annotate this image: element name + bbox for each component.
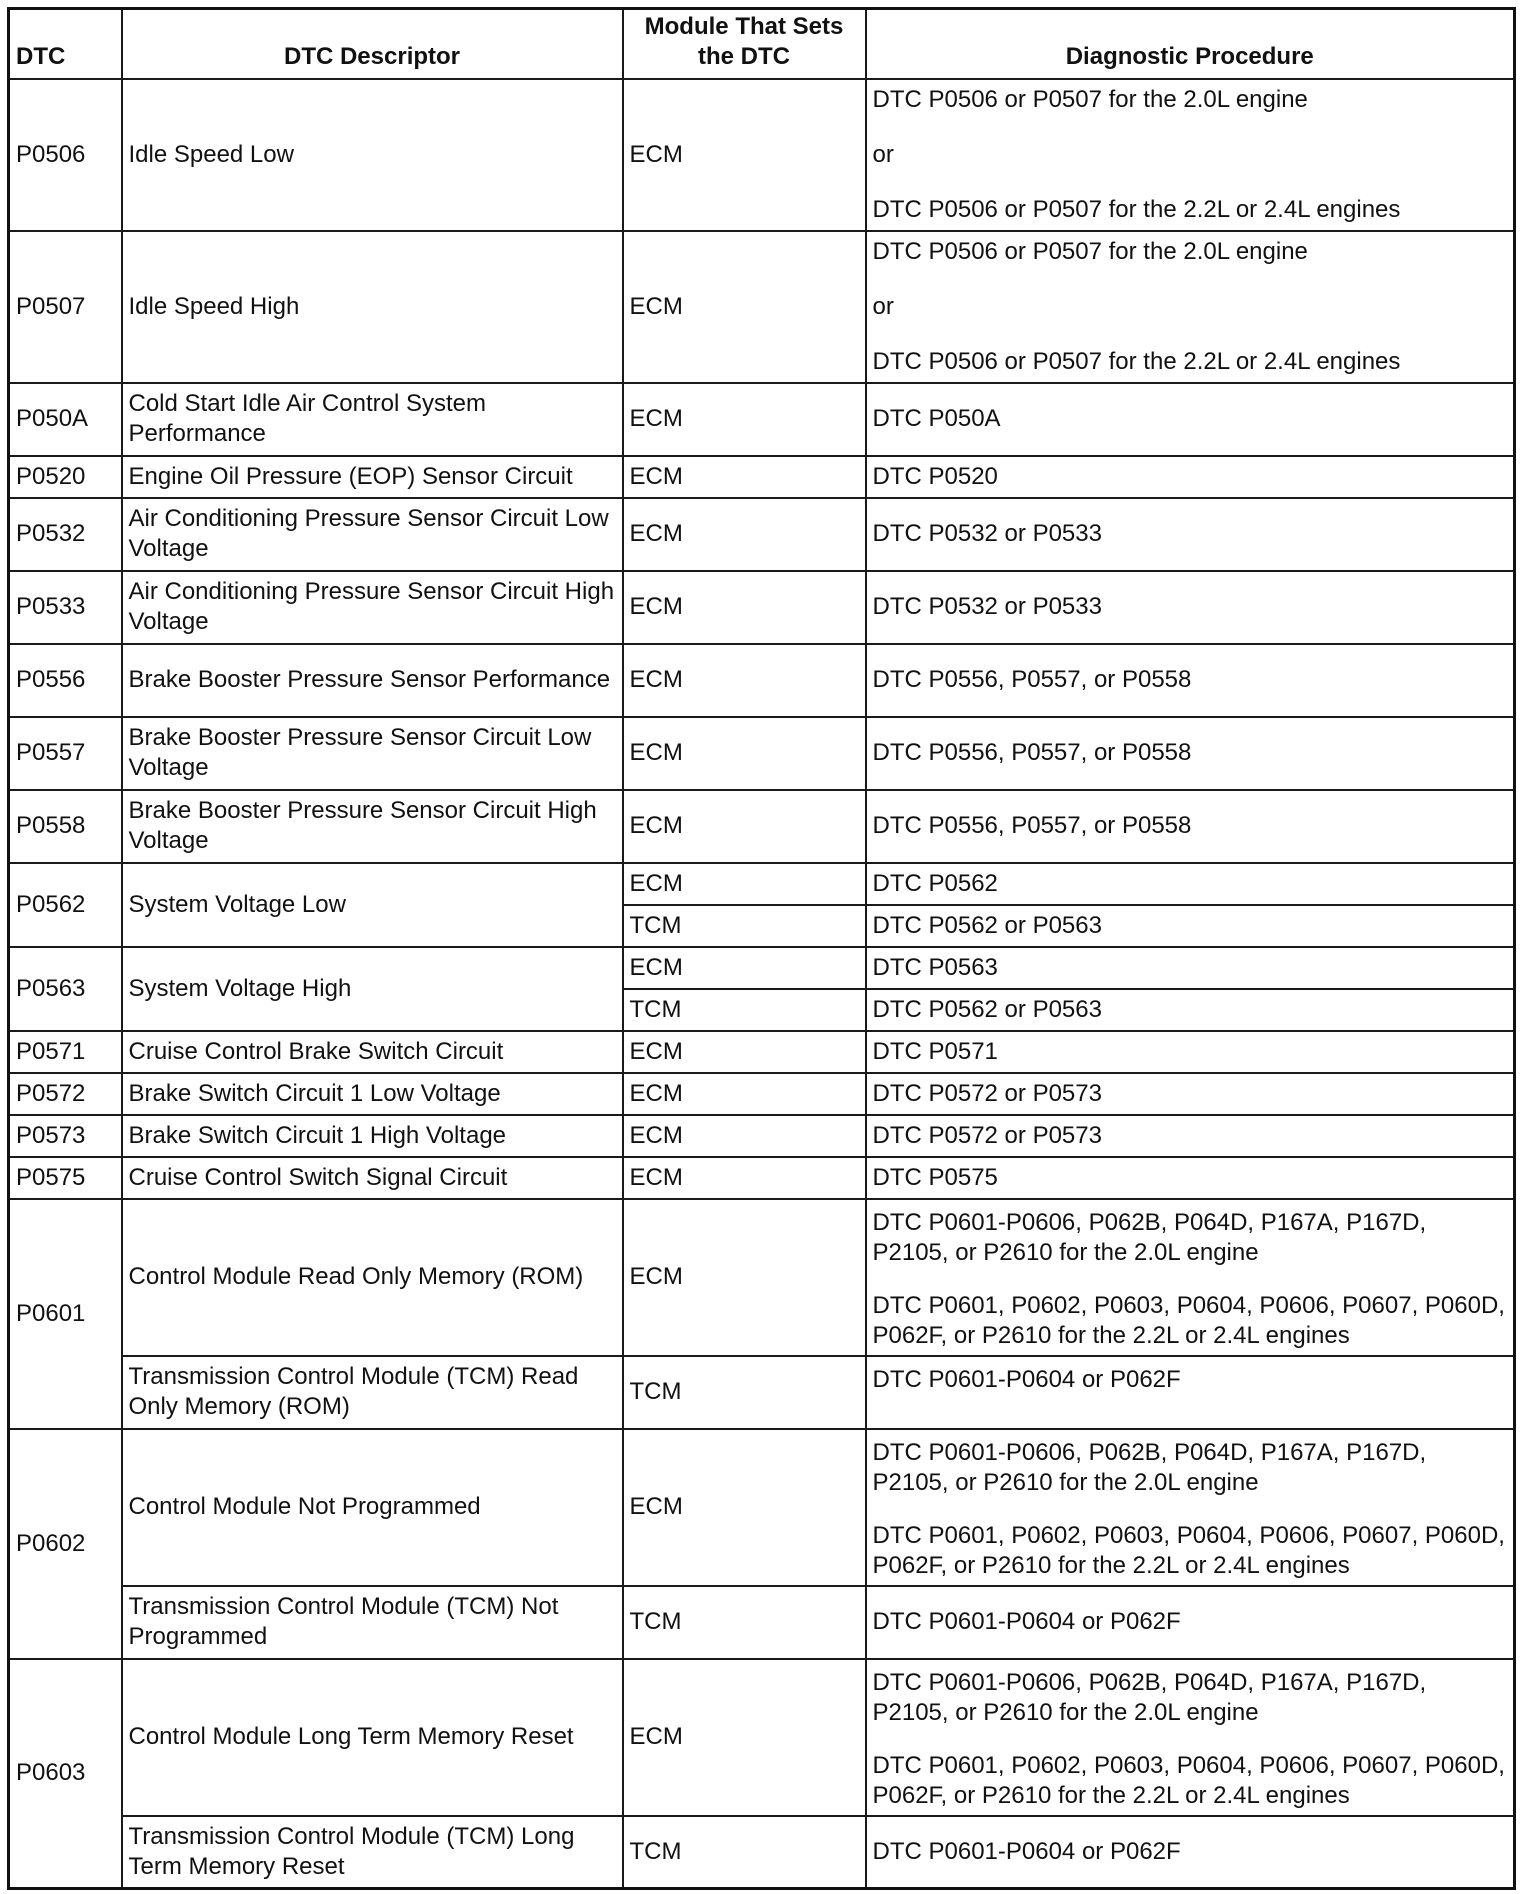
dtc-code: P0602 bbox=[9, 1429, 122, 1659]
procedure-link[interactable]: DTC P0562 or P0563 bbox=[866, 905, 1515, 947]
table-row bbox=[9, 863, 1515, 905]
dtc-code: P0506 bbox=[9, 79, 122, 231]
header-procedure: Diagnostic Procedure bbox=[866, 9, 1515, 79]
dtc-descriptor: Cruise Control Brake Switch Circuit bbox=[122, 1031, 623, 1073]
procedure-link[interactable]: DTC P0532 or P0533 bbox=[866, 498, 1515, 571]
dtc-descriptor: Transmission Control Module (TCM) Not Programmed bbox=[122, 1586, 623, 1659]
table-row bbox=[9, 1659, 1515, 1816]
dtc-descriptor: System Voltage High bbox=[122, 947, 623, 1031]
procedure-link[interactable]: DTC P0556, P0557, or P0558 bbox=[866, 644, 1515, 717]
header-dtc: DTC bbox=[9, 9, 122, 79]
dtc-code: P0572 bbox=[9, 1073, 122, 1115]
table-row bbox=[9, 1816, 1515, 1889]
module: TCM bbox=[623, 1586, 866, 1659]
dtc-code: P0571 bbox=[9, 1031, 122, 1073]
dtc-descriptor: Engine Oil Pressure (EOP) Sensor Circuit bbox=[122, 456, 623, 498]
table-row bbox=[9, 456, 1515, 498]
dtc-table bbox=[7, 7, 1516, 1890]
table-row bbox=[9, 1073, 1515, 1115]
dtc-code: P0520 bbox=[9, 456, 122, 498]
table-row bbox=[9, 1199, 1515, 1356]
table-row bbox=[9, 1115, 1515, 1157]
procedure-link[interactable]: DTC P0562 bbox=[866, 863, 1515, 905]
dtc-descriptor: Cruise Control Switch Signal Circuit bbox=[122, 1157, 623, 1199]
module: ECM bbox=[623, 498, 866, 571]
dtc-code: P0573 bbox=[9, 1115, 122, 1157]
table-row bbox=[9, 1586, 1515, 1659]
module: ECM bbox=[623, 790, 866, 863]
module: ECM bbox=[623, 947, 866, 989]
dtc-descriptor: Control Module Not Programmed bbox=[122, 1429, 623, 1586]
procedure-link[interactable]: DTC P0562 or P0563 bbox=[866, 989, 1515, 1031]
module: TCM bbox=[623, 905, 866, 947]
procedure bbox=[866, 1199, 1515, 1356]
module: ECM bbox=[623, 1199, 866, 1356]
dtc-descriptor: System Voltage Low bbox=[122, 863, 623, 947]
dtc-code: P0603 bbox=[9, 1659, 122, 1889]
dtc-code: P0562 bbox=[9, 863, 122, 947]
dtc-code: P050A bbox=[9, 383, 122, 456]
header-module-line1: Module That Sets bbox=[644, 12, 844, 40]
dtc-descriptor: Transmission Control Module (TCM) Read Only Memory (ROM) bbox=[122, 1356, 623, 1429]
module: TCM bbox=[623, 1816, 866, 1889]
procedure-link[interactable]: DTC P0601, P0602, P0603, P0604, P0606, P0607, P060D, P062F, or P2610 for the 2.2L or 2.4L engines bbox=[872, 1291, 1505, 1349]
procedure-link[interactable]: DTC P0571 bbox=[866, 1031, 1515, 1073]
dtc-descriptor: Transmission Control Module (TCM) Long Term Memory Reset bbox=[122, 1816, 623, 1889]
dtc-descriptor: Control Module Read Only Memory (ROM) bbox=[122, 1199, 623, 1356]
procedure-link[interactable]: DTC P0601-P0606, P062B, P064D, P167A, P167D, P2105, or P2610 for the 2.0L engine bbox=[872, 1438, 1427, 1496]
module: ECM bbox=[623, 717, 866, 790]
dtc-code: P0563 bbox=[9, 947, 122, 1031]
procedure-link[interactable]: DTC P050A bbox=[866, 383, 1515, 456]
procedure-link[interactable]: DTC P0520 bbox=[866, 456, 1515, 498]
module: ECM bbox=[623, 571, 866, 644]
module: ECM bbox=[623, 1157, 866, 1199]
procedure-link[interactable]: DTC P0506 or P0507 for the 2.2L or 2.4L engines bbox=[872, 347, 1401, 375]
table-row bbox=[9, 790, 1515, 863]
dtc-descriptor: Air Conditioning Pressure Sensor Circuit High Voltage bbox=[122, 571, 623, 644]
procedure-link[interactable]: DTC P0506 or P0507 for the 2.0L engine bbox=[872, 237, 1308, 265]
dtc-code: P0507 bbox=[9, 231, 122, 383]
module: ECM bbox=[623, 1115, 866, 1157]
dtc-descriptor: Brake Booster Pressure Sensor Performance bbox=[122, 644, 623, 717]
procedure-link[interactable]: DTC P0601-P0604 or P062F bbox=[866, 1586, 1515, 1659]
table-row bbox=[9, 1429, 1515, 1586]
procedure bbox=[866, 1429, 1515, 1586]
module: ECM bbox=[623, 1073, 866, 1115]
dtc-descriptor: Cold Start Idle Air Control System Performance bbox=[122, 383, 623, 456]
procedure-link[interactable]: DTC P0532 or P0533 bbox=[866, 571, 1515, 644]
module: ECM bbox=[623, 644, 866, 717]
table-row bbox=[9, 1157, 1515, 1199]
procedure bbox=[866, 1659, 1515, 1816]
dtc-code: P0575 bbox=[9, 1157, 122, 1199]
dtc-code: P0533 bbox=[9, 571, 122, 644]
procedure-link[interactable]: DTC P0506 or P0507 for the 2.2L or 2.4L engines bbox=[872, 195, 1401, 223]
dtc-code: P0558 bbox=[9, 790, 122, 863]
table-row bbox=[9, 717, 1515, 790]
header-module-line2: the DTC bbox=[698, 42, 790, 70]
procedure-link[interactable]: DTC P0556, P0557, or P0558 bbox=[866, 717, 1515, 790]
table-row bbox=[9, 571, 1515, 644]
procedure-link[interactable]: DTC P0556, P0557, or P0558 bbox=[866, 790, 1515, 863]
header-descriptor: DTC Descriptor bbox=[122, 9, 623, 79]
dtc-code: P0557 bbox=[9, 717, 122, 790]
procedure-or: or bbox=[872, 140, 894, 168]
dtc-descriptor: Idle Speed Low bbox=[122, 79, 623, 231]
procedure-link[interactable]: DTC P0572 or P0573 bbox=[866, 1073, 1515, 1115]
module: ECM bbox=[623, 1031, 866, 1073]
procedure bbox=[866, 79, 1515, 231]
module: ECM bbox=[623, 1659, 866, 1816]
dtc-descriptor: Brake Booster Pressure Sensor Circuit Low Voltage bbox=[122, 717, 623, 790]
procedure-link[interactable]: DTC P0563 bbox=[866, 947, 1515, 989]
procedure bbox=[866, 231, 1515, 383]
dtc-descriptor: Brake Switch Circuit 1 Low Voltage bbox=[122, 1073, 623, 1115]
procedure-link[interactable]: DTC P0572 or P0573 bbox=[866, 1115, 1515, 1157]
dtc-descriptor: Air Conditioning Pressure Sensor Circuit Low Voltage bbox=[122, 498, 623, 571]
procedure-link[interactable]: DTC P0601-P0604 or P062F bbox=[866, 1356, 1515, 1429]
procedure-link[interactable]: DTC P0601-P0604 or P062F bbox=[866, 1816, 1515, 1889]
header-module bbox=[623, 9, 866, 79]
table-row bbox=[9, 79, 1515, 231]
table-row bbox=[9, 383, 1515, 456]
procedure-link[interactable]: DTC P0575 bbox=[866, 1157, 1515, 1199]
table-row bbox=[9, 1031, 1515, 1073]
dtc-code: P0601 bbox=[9, 1199, 122, 1429]
dtc-descriptor: Brake Booster Pressure Sensor Circuit High Voltage bbox=[122, 790, 623, 863]
procedure-link[interactable]: DTC P0601, P0602, P0603, P0604, P0606, P0607, P060D, P062F, or P2610 for the 2.2L or 2.4L engines bbox=[872, 1751, 1505, 1809]
dtc-code: P0532 bbox=[9, 498, 122, 571]
module: ECM bbox=[623, 79, 866, 231]
dtc-code: P0556 bbox=[9, 644, 122, 717]
module: ECM bbox=[623, 231, 866, 383]
dtc-descriptor: Brake Switch Circuit 1 High Voltage bbox=[122, 1115, 623, 1157]
module: ECM bbox=[623, 456, 866, 498]
table-row bbox=[9, 498, 1515, 571]
module: ECM bbox=[623, 863, 866, 905]
dtc-descriptor: Control Module Long Term Memory Reset bbox=[122, 1659, 623, 1816]
header-row bbox=[9, 9, 1515, 79]
procedure-link[interactable]: DTC P0506 or P0507 for the 2.0L engine bbox=[872, 85, 1308, 113]
procedure-link[interactable]: DTC P0601, P0602, P0603, P0604, P0606, P0607, P060D, P062F, or P2610 for the 2.2L or 2.4L engines bbox=[872, 1521, 1505, 1579]
procedure-link[interactable]: DTC P0601-P0606, P062B, P064D, P167A, P167D, P2105, or P2610 for the 2.0L engine bbox=[872, 1668, 1427, 1726]
module: TCM bbox=[623, 1356, 866, 1429]
module: TCM bbox=[623, 989, 866, 1031]
table-row bbox=[9, 947, 1515, 989]
module: ECM bbox=[623, 1429, 866, 1586]
table-row bbox=[9, 644, 1515, 717]
table-row bbox=[9, 1356, 1515, 1429]
table-row bbox=[9, 231, 1515, 383]
procedure-link[interactable]: DTC P0601-P0606, P062B, P064D, P167A, P167D, P2105, or P2610 for the 2.0L engine bbox=[872, 1208, 1427, 1266]
procedure-or: or bbox=[872, 292, 894, 320]
module: ECM bbox=[623, 383, 866, 456]
dtc-descriptor: Idle Speed High bbox=[122, 231, 623, 383]
